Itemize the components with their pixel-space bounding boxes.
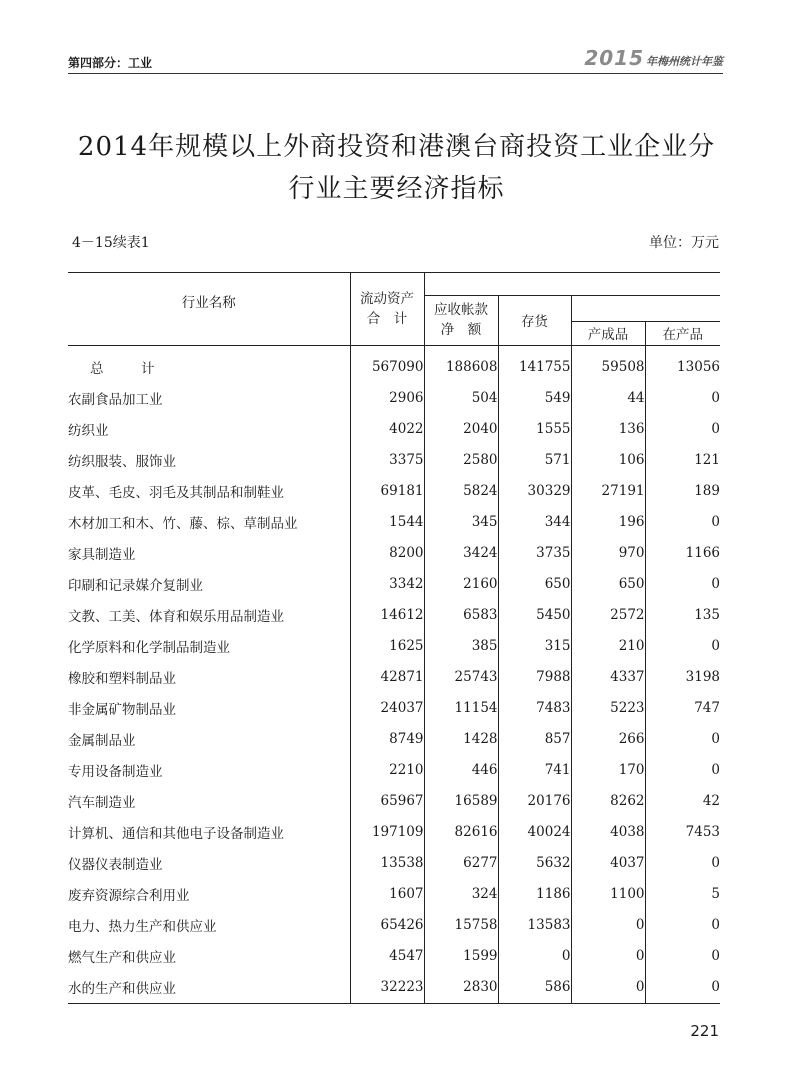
table-label: 4－15续表1 <box>72 235 150 251</box>
table-row <box>68 445 720 476</box>
cell-current-assets: 69181 <box>350 476 424 507</box>
cell-inventory: 1186 <box>498 879 571 910</box>
row-name: 非金属矿物制品业 <box>68 702 176 718</box>
col-header-in-process: 在产品 <box>645 321 720 345</box>
cell-in-process: 0 <box>645 507 720 538</box>
cell-finished: 2572 <box>571 600 645 631</box>
cell-current-assets: 2210 <box>350 755 424 786</box>
cell-finished: 5223 <box>571 693 645 724</box>
cell-receivables: 2160 <box>424 569 498 600</box>
row-name: 水的生产和供应业 <box>68 972 350 1004</box>
cell-inventory: 20176 <box>498 786 571 817</box>
cell-receivables: 25743 <box>424 662 498 693</box>
cell-in-process: 0 <box>645 755 720 786</box>
yearbook-title: 年梅州统计年鉴 <box>646 55 723 68</box>
row-name: 化学原料和化学制品制造业 <box>68 640 230 656</box>
cell-finished: 0 <box>571 941 645 972</box>
cell-receivables: 82616 <box>424 817 498 848</box>
cell-in-process: 1166 <box>645 538 720 569</box>
cell-inventory: 315 <box>498 631 571 662</box>
cell-finished: 170 <box>571 755 645 786</box>
row-name: 计算机、通信和其他电子设备制造业 <box>68 826 284 842</box>
col-header-current-assets: 流动资产 合 计 <box>350 273 424 345</box>
cell-receivables: 2830 <box>424 972 498 1004</box>
cell-receivables: 6583 <box>424 600 498 631</box>
cell-inventory: 5632 <box>498 848 571 879</box>
row-name: 木材加工和木、竹、藤、棕、草制品业 <box>68 516 298 532</box>
cell-inventory: 571 <box>498 445 571 476</box>
cell-inventory: 1555 <box>498 414 571 445</box>
cell-current-assets: 65967 <box>350 786 424 817</box>
row-name: 农副食品加工业 <box>68 392 163 408</box>
cell-current-assets: 42871 <box>350 662 424 693</box>
table-row <box>68 786 720 817</box>
table-row <box>68 910 720 941</box>
cell-inventory: 3735 <box>498 538 571 569</box>
cell-in-process: 0 <box>645 631 720 662</box>
cell-receivables: 5824 <box>424 476 498 507</box>
table-row <box>68 383 720 414</box>
cell-inventory: 549 <box>498 383 571 414</box>
cell-finished: 106 <box>571 445 645 476</box>
cell-in-process: 189 <box>645 476 720 507</box>
row-name: 金属制品业 <box>68 733 136 749</box>
cell-receivables: 324 <box>424 879 498 910</box>
row-name: 汽车制造业 <box>68 795 136 811</box>
cell-finished: 0 <box>571 910 645 941</box>
yearbook-year: 2015 <box>584 46 644 70</box>
table-row <box>68 414 720 445</box>
cell-current-assets: 32223 <box>350 972 424 1004</box>
cell-current-assets: 13538 <box>350 848 424 879</box>
cell-current-assets: 1607 <box>350 879 424 910</box>
cell-receivables: 188608 <box>424 345 498 383</box>
table-row <box>68 631 720 662</box>
cell-inventory: 7483 <box>498 693 571 724</box>
cell-inventory: 0 <box>498 941 571 972</box>
cell-in-process: 0 <box>645 383 720 414</box>
cell-receivables: 1599 <box>424 941 498 972</box>
cell-finished: 266 <box>571 724 645 755</box>
cell-receivables: 3424 <box>424 538 498 569</box>
page-number: 221 <box>690 1022 719 1040</box>
row-name: 总 计 <box>90 361 167 377</box>
cell-inventory: 344 <box>498 507 571 538</box>
row-name: 仪器仪表制造业 <box>68 857 163 873</box>
cell-in-process: 747 <box>645 693 720 724</box>
title-line-2: 行业主要经济指标 <box>288 174 505 204</box>
cell-inventory: 857 <box>498 724 571 755</box>
row-name: 电力、热力生产和供应业 <box>68 919 217 935</box>
cell-receivables: 504 <box>424 383 498 414</box>
table-row <box>68 345 720 383</box>
cell-in-process: 3198 <box>645 662 720 693</box>
row-name: 文教、工美、体育和娱乐用品制造业 <box>68 609 284 625</box>
cell-receivables: 446 <box>424 755 498 786</box>
cell-in-process: 0 <box>645 569 720 600</box>
row-name: 家具制造业 <box>68 547 136 563</box>
cell-inventory: 40024 <box>498 817 571 848</box>
cell-receivables: 2580 <box>424 445 498 476</box>
cell-current-assets: 2906 <box>350 383 424 414</box>
cell-current-assets: 1625 <box>350 631 424 662</box>
row-name: 燃气生产和供应业 <box>68 950 176 966</box>
cell-receivables: 2040 <box>424 414 498 445</box>
cell-finished: 1100 <box>571 879 645 910</box>
col-header-finished: 产成品 <box>571 321 645 345</box>
cell-inventory: 586 <box>498 972 571 1004</box>
cell-finished: 8262 <box>571 786 645 817</box>
cell-finished: 59508 <box>571 345 645 383</box>
col-header-inventory-sub <box>571 295 720 321</box>
cell-in-process: 121 <box>645 445 720 476</box>
cell-finished: 650 <box>571 569 645 600</box>
cell-in-process: 0 <box>645 724 720 755</box>
table-row <box>68 662 720 693</box>
cell-inventory: 141755 <box>498 345 571 383</box>
cell-in-process: 0 <box>645 941 720 972</box>
cell-current-assets: 197109 <box>350 817 424 848</box>
table-row <box>68 755 720 786</box>
cell-finished: 44 <box>571 383 645 414</box>
cell-receivables: 16589 <box>424 786 498 817</box>
cell-receivables: 1428 <box>424 724 498 755</box>
cell-receivables: 15758 <box>424 910 498 941</box>
cell-current-assets: 14612 <box>350 600 424 631</box>
cell-inventory: 30329 <box>498 476 571 507</box>
cell-receivables: 11154 <box>424 693 498 724</box>
table-row <box>68 538 720 569</box>
cell-receivables: 6277 <box>424 848 498 879</box>
row-name: 纺织业 <box>68 423 109 439</box>
row-name: 专用设备制造业 <box>68 764 163 780</box>
cell-inventory: 650 <box>498 569 571 600</box>
cell-in-process: 0 <box>645 910 720 941</box>
cell-finished: 970 <box>571 538 645 569</box>
cell-current-assets: 4022 <box>350 414 424 445</box>
cell-current-assets: 3375 <box>350 445 424 476</box>
table-row <box>68 507 720 538</box>
cell-receivables: 345 <box>424 507 498 538</box>
col-header-group <box>424 273 720 295</box>
cell-inventory: 7988 <box>498 662 571 693</box>
col-header-inventory: 存货 <box>498 295 571 345</box>
cell-current-assets: 8200 <box>350 538 424 569</box>
cell-in-process: 7453 <box>645 817 720 848</box>
col-header-receivables: 应收帐款 净 额 <box>424 295 498 345</box>
cell-in-process: 135 <box>645 600 720 631</box>
cell-finished: 196 <box>571 507 645 538</box>
cell-receivables: 385 <box>424 631 498 662</box>
cell-in-process: 0 <box>645 848 720 879</box>
cell-current-assets: 8749 <box>350 724 424 755</box>
cell-inventory: 741 <box>498 755 571 786</box>
table-row <box>68 724 720 755</box>
title-line-1: 2014年规模以上外商投资和港澳台商投资工业企业分 <box>77 132 716 162</box>
table-row <box>68 476 720 507</box>
row-name: 纺织服装、服饰业 <box>68 454 176 470</box>
unit-label: 单位：万元 <box>649 235 719 251</box>
cell-in-process: 13056 <box>645 345 720 383</box>
cell-finished: 4337 <box>571 662 645 693</box>
cell-current-assets: 65426 <box>350 910 424 941</box>
header-rule <box>68 73 723 74</box>
row-name: 橡胶和塑料制品业 <box>68 671 176 687</box>
table-row <box>68 600 720 631</box>
table-row <box>68 569 720 600</box>
table-row <box>68 693 720 724</box>
cell-inventory: 13583 <box>498 910 571 941</box>
table-row <box>68 972 720 1004</box>
cell-in-process: 5 <box>645 879 720 910</box>
row-name: 皮革、毛皮、羽毛及其制品和制鞋业 <box>68 485 284 501</box>
table-row <box>68 941 720 972</box>
data-table <box>68 272 720 1004</box>
table-row <box>68 817 720 848</box>
cell-finished: 0 <box>571 972 645 1004</box>
cell-current-assets: 3342 <box>350 569 424 600</box>
cell-finished: 4038 <box>571 817 645 848</box>
cell-current-assets: 567090 <box>350 345 424 383</box>
cell-in-process: 0 <box>645 414 720 445</box>
cell-current-assets: 24037 <box>350 693 424 724</box>
cell-current-assets: 4547 <box>350 941 424 972</box>
cell-in-process: 0 <box>645 972 720 1004</box>
table-row <box>68 879 720 910</box>
section-label: 第四部分：工业 <box>68 56 153 70</box>
cell-finished: 136 <box>571 414 645 445</box>
cell-in-process: 42 <box>645 786 720 817</box>
cell-inventory: 5450 <box>498 600 571 631</box>
row-name: 废弃资源综合利用业 <box>68 888 190 904</box>
col-header-name: 行业名称 <box>68 273 350 345</box>
yearbook-brand <box>584 46 723 70</box>
page-title <box>40 126 753 210</box>
cell-finished: 210 <box>571 631 645 662</box>
row-name: 印刷和记录媒介复制业 <box>68 578 203 594</box>
cell-finished: 27191 <box>571 476 645 507</box>
cell-finished: 4037 <box>571 848 645 879</box>
table-row <box>68 848 720 879</box>
cell-current-assets: 1544 <box>350 507 424 538</box>
